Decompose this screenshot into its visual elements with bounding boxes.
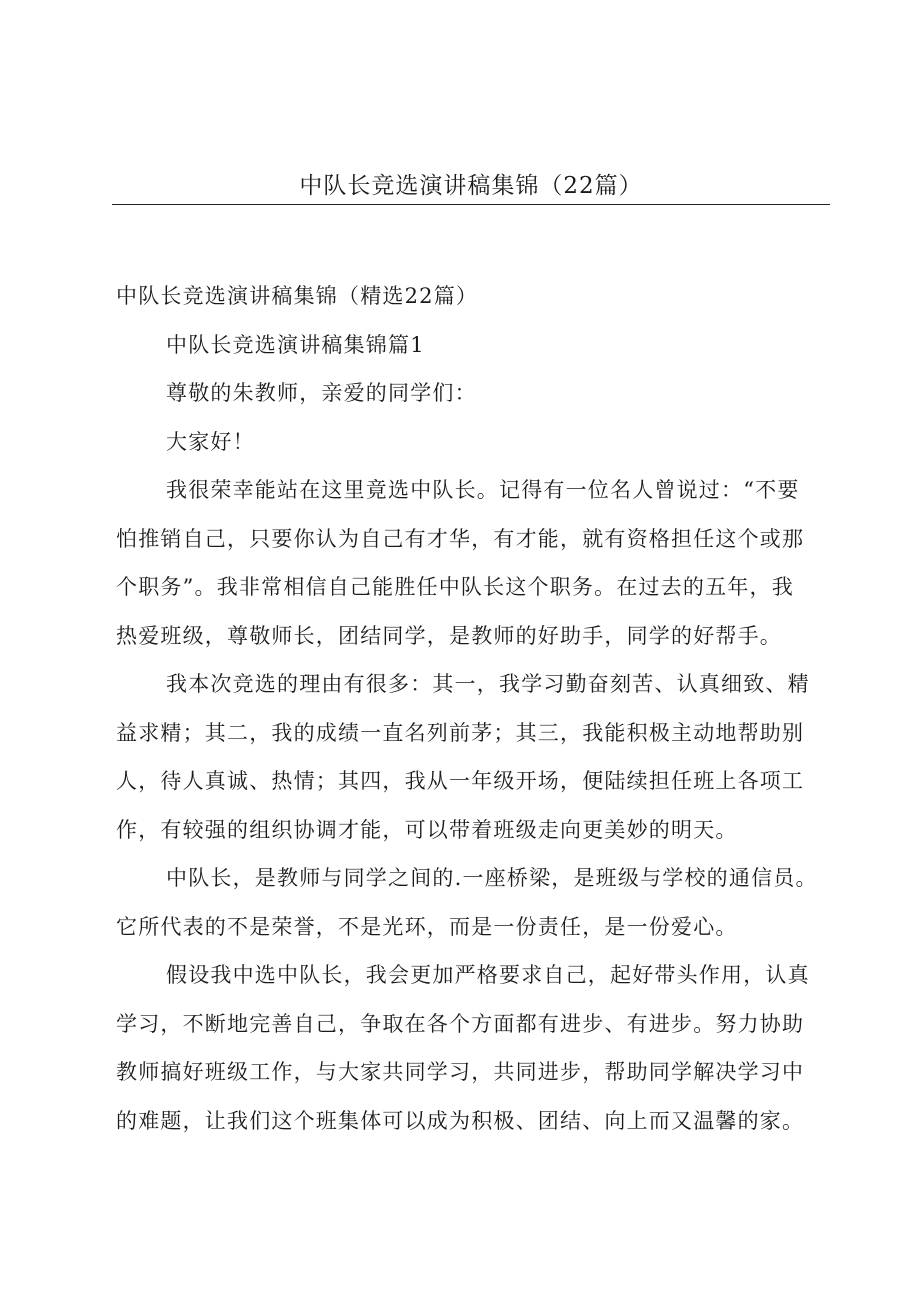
paragraph-line: 学习，不断地完善自己，争取在各个方面都有进步、有进步。努力协助	[116, 1011, 805, 1036]
paragraph-line: 怕推销自己，只要你认为自己有才华，有才能，就有资格担任这个或那	[116, 526, 805, 551]
paragraph-line: 教师搞好班级工作，与大家共同学习，共同进步，帮助同学解决学习中	[116, 1060, 805, 1084]
subtitle-line: 中队长竞选演讲稿集锦（精选22篇）	[116, 284, 479, 308]
greeting-line: 大家好！	[166, 429, 255, 454]
paragraph-line: 中队长，是教师与同学之间的.一座桥梁，是班级与学校的通信员。	[166, 866, 818, 890]
paragraph-line: 的难题，让我们这个班集体可以成为积极、团结、向上而又温馨的家。	[116, 1108, 805, 1133]
paragraph-line: 热爱班级，尊敬师长，团结同学，是教师的好助手，同学的好帮手。	[116, 623, 782, 648]
paragraph-line: 益求精；其二，我的成绩一直名列前茅；其三，我能积极主动地帮助别	[116, 720, 805, 745]
title-underline	[112, 204, 830, 205]
paragraph-line: 人，待人真诚、热情；其四，我从一年级开场，便陆续担任班上各项工	[116, 769, 805, 793]
paragraph-line: 我本次竞选的理由有很多：其一，我学习勤奋刻苦、认真细致、精	[166, 672, 810, 696]
section-heading: 中队长竞选演讲稿集锦篇1	[166, 332, 425, 357]
paragraph-line: 假设我中选中队长，我会更加严格要求自己，起好带头作用，认真	[166, 963, 810, 987]
paragraph-line: 个职务”。我非常相信自己能胜任中队长这个职务。在过去的五年，我	[116, 575, 794, 599]
document-title: 中队长竞选演讲稿集锦（22篇）	[299, 173, 643, 199]
salutation-line: 尊敬的朱教师，亲爱的同学们：	[166, 381, 477, 405]
paragraph-line: 我很荣幸能站在这里竟选中队长。记得有一位名人曾说过：“不要	[166, 478, 800, 502]
document-body	[116, 272, 832, 1145]
paragraph-line: 作，有较强的组织协调才能，可以带着班级走向更美妙的明天。	[116, 817, 738, 842]
paragraph-line: 它所代表的不是荣誉，不是光环，而是一份责任，是一份爱心。	[116, 914, 738, 939]
